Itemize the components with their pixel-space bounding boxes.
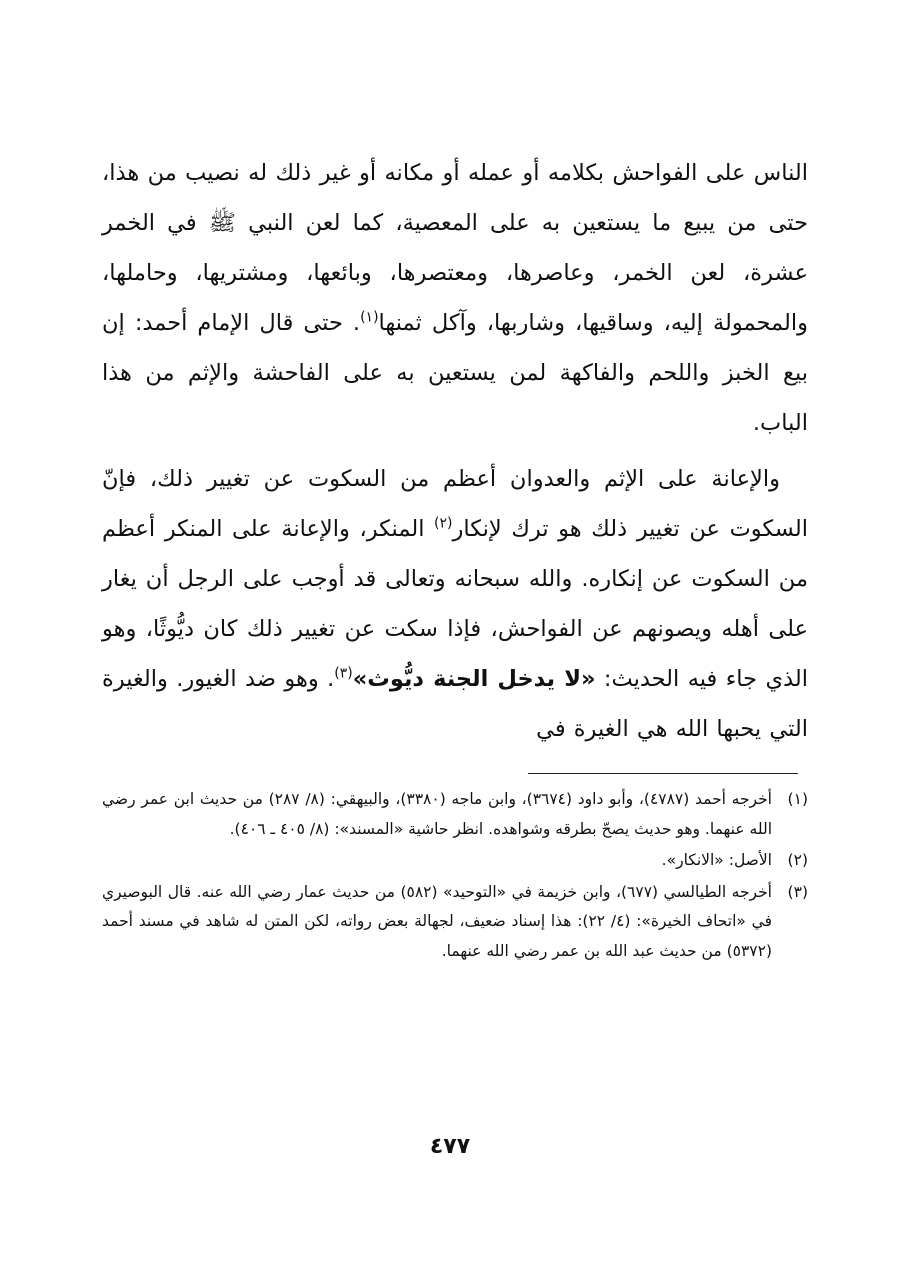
footnote-2-text: الأصل: «الانكار». <box>661 851 772 869</box>
footnote-ref-2[interactable]: (٢) <box>434 515 453 532</box>
footnote-1-text: أخرجه أحمد (٤٧٨٧)، وأبو داود (٣٦٧٤)، وابن ماجه (٣٣٨٠)، والبيهقي: (٨/ ٢٨٧) من حديث ابن عمر رضي الله عنهما. وهو حديث يصحّ بطرقه وشواهده. انظر حاشية «المسند»: (٨/ ٤٠٥ ـ ٤٠٦). <box>102 790 772 838</box>
footnote-2-number: (٢) <box>787 851 808 869</box>
paragraph-1 <box>102 148 808 448</box>
main-text <box>102 148 808 760</box>
paragraph-2 <box>102 454 808 754</box>
footnote-3-text: أخرجه الطيالسي (٦٧٧)، وابن خزيمة في «التوحيد» (٥٨٢) من حديث عمار رضي الله عنه. قال البوصيري في «اتحاف الخيرة»: (٤/ ٢٢): هذا إسناد ضعيف، لجهالة بعض رواته، لكن المتن له شاهد في مسند أحمد (٥٣٧٢) من حديث عبد الله بن عمر رضي الله عنهما. <box>102 882 772 960</box>
footnote-3-number: (٣) <box>787 882 808 901</box>
footnote-1 <box>102 785 808 844</box>
paragraph-1-text-a: الناس على الفواحش بكلامه أو عمله أو مكانه أو غير ذلك له نصيب من هذا، حتى من يبيع ما يستعين به على المعصية، كما لعن النبي ﷺ في الخمر عشرة، لعن الخمر، وعاصرها، ومعتصرها، وبائعها، ومشتريها، وحاملها، والمحمولة إليه، وساقيها، وشاربها، وآكل ثمنها <box>102 160 808 336</box>
page-number: ٤٧٧ <box>429 1134 471 1159</box>
footnote-ref-3[interactable]: (٣) <box>334 665 353 682</box>
footnotes <box>102 785 808 968</box>
paragraph-1-text-b: . حتى قال الإمام أحمد: إن بيع الخبز واللحم والفاكهة لمن يستعين به على الفاحشة والإثم من هذا الباب. <box>102 310 808 436</box>
footnote-separator <box>528 773 798 774</box>
paragraph-2-text-a: والإعانة على الإثم والعدوان أعظم من السكوت عن تغيير ذلك، فإنّ السكوت عن تغيير ذلك هو ترك لإنكار <box>102 466 808 542</box>
footnote-ref-1[interactable]: (١) <box>360 309 379 326</box>
hadith-quote: «لا يدخل الجنة ديُّوث» <box>352 666 596 692</box>
footnote-1-number: (١) <box>787 790 808 808</box>
paragraph-2-text-c: . وهو ضد الغيور. والغيرة التي يحبها الله هي الغيرة في <box>102 666 808 742</box>
footnote-2 <box>102 846 808 876</box>
footnote-3 <box>102 878 808 967</box>
paragraph-2-text-b: المنكر، والإعانة على المنكر أعظم من السكوت عن إنكاره. والله سبحانه وتعالى قد أوجب على الرجل أن يغار على أهله ويصونهم عن الفواحش، فإذا سكت عن تغيير ذلك كان ديُّوثًا، وهو الذي جاء فيه الحديث: <box>102 516 808 692</box>
